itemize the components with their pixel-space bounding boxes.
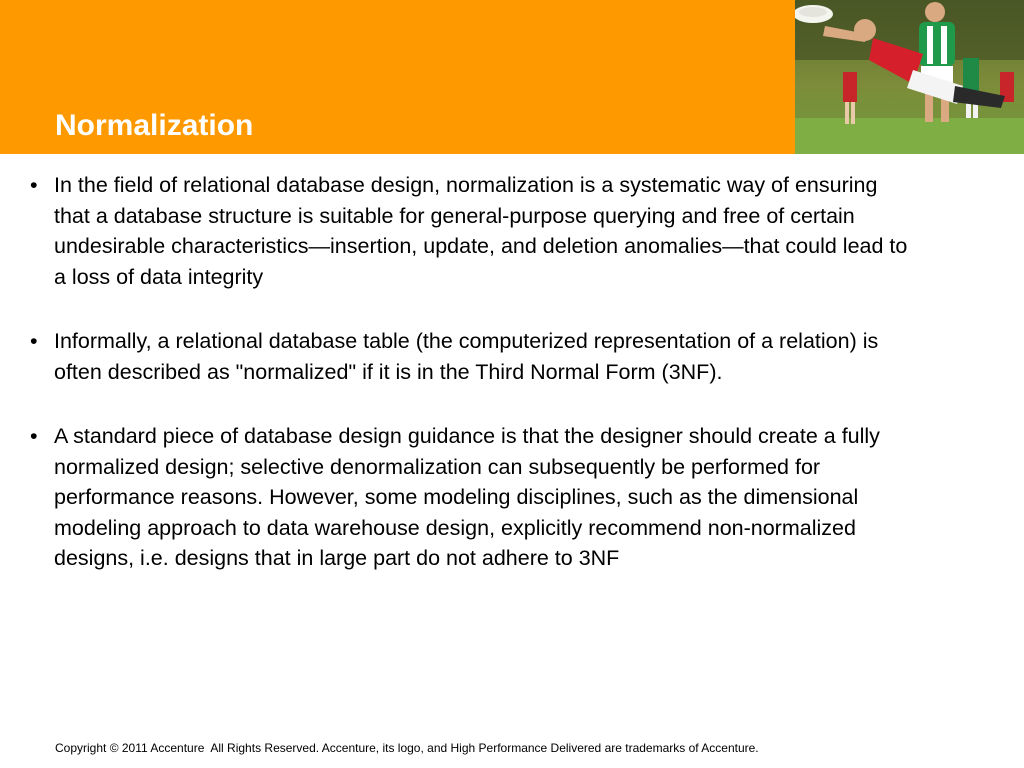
bullet-item bbox=[28, 170, 908, 292]
bullet-text: In the field of relational database design, normalization is a systematic way of ensuring that a database structure is suitable for general-purpose querying and free of certain undesirable characteristics—insertion, update, and deletion anomalies—that could lead to a loss of data integrity bbox=[54, 173, 908, 289]
athletes-photo-illustration bbox=[795, 0, 1024, 154]
copyright-footer: Copyright © 2011 Accenture All Rights Reserved. Accenture, its logo, and High Performance Delivered are trademarks of Accenture. bbox=[55, 741, 759, 755]
bullet-marker: • bbox=[30, 329, 38, 353]
bullet-text: A standard piece of database design guidance is that the designer should create a fully normalized design; selective denormalization can subsequently be performed for performance reasons. However, some modeling disciplines, such as the dimensional modeling approach to data warehouse design, explicitly recommend non-normalized designs, i.e. designs that in large part do not adhere to 3NF bbox=[54, 424, 880, 570]
bullet-text: Informally, a relational database table (the computerized representation of a relation) is often described as "normalized" if it is in the Third Normal Form (3NF). bbox=[54, 329, 879, 384]
bullet-marker: • bbox=[30, 424, 38, 448]
bullet-list bbox=[28, 170, 908, 608]
header-photo bbox=[795, 0, 1024, 154]
bullet-marker: • bbox=[30, 173, 38, 197]
bullet-item bbox=[28, 326, 908, 387]
bullet-item bbox=[28, 421, 908, 574]
slide-title: Normalization bbox=[55, 109, 254, 142]
